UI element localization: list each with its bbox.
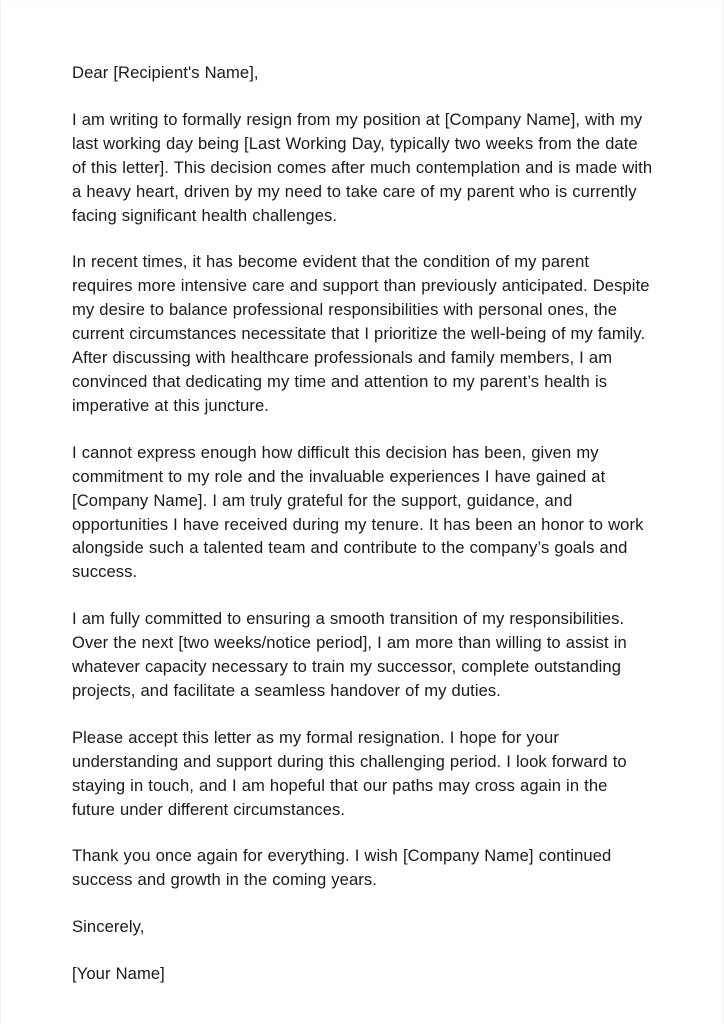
paragraph-resignation-notice: I am writing to formally resign from my position at [Company Name], with my last working day being [Last Working Day, typically two weeks from the date of this letter]. This decision comes after much contemplation and is made with a heavy heart, driven by my need to take care of my parent who is currently facing significant health challenges. [72,109,653,225]
paragraph-gratitude: I cannot express enough how difficult this decision has been, given my commitment to my role and the invaluable experiences I have gained at [Company Name]. I am truly grateful for the support, guidance, and opportunities I have received during my tenure. It has been an honor to work alongside such a talented team and contribute to the company’s goals and success. [72,442,644,582]
paragraph-transition-commitment: I am fully committed to ensuring a smooth transition of my responsibilities. Over the next [two weeks/notice period], I am more than willing to assist in whatever capacity necessary to train my successor, complete outstanding projects, and facilitate a seamless handover of my duties. [72,609,627,700]
paragraph-reason-for-leaving: In recent times, it has become evident that the condition of my parent requires more intensive care and support than previously anticipated. Despite my desire to balance professional responsibilities with personal ones, the current circumstances necessitate that I prioritize the well-being of my family. After discussing with healthcare professionals and family members, I am convinced that dedicating my time and attention to my parent’s health is imperative at this juncture. [72,252,650,415]
paragraph-formal-request: Please accept this letter as my formal resignation. I hope for your understanding and support during this challenging period. I look forward to staying in touch, and I am hopeful that our paths may cross again in the future under different circumstances. [72,727,627,819]
paragraph-closing-thanks: Thank you once again for everything. I wish [Company Name] continued success and growth in the coming years. [72,846,612,890]
signature-line: [Your Name] [72,964,165,984]
letter-body [72,61,653,986]
salutation-line: Dear [Recipient's Name], [72,63,259,82]
closing-line: Sincerely, [72,917,145,937]
